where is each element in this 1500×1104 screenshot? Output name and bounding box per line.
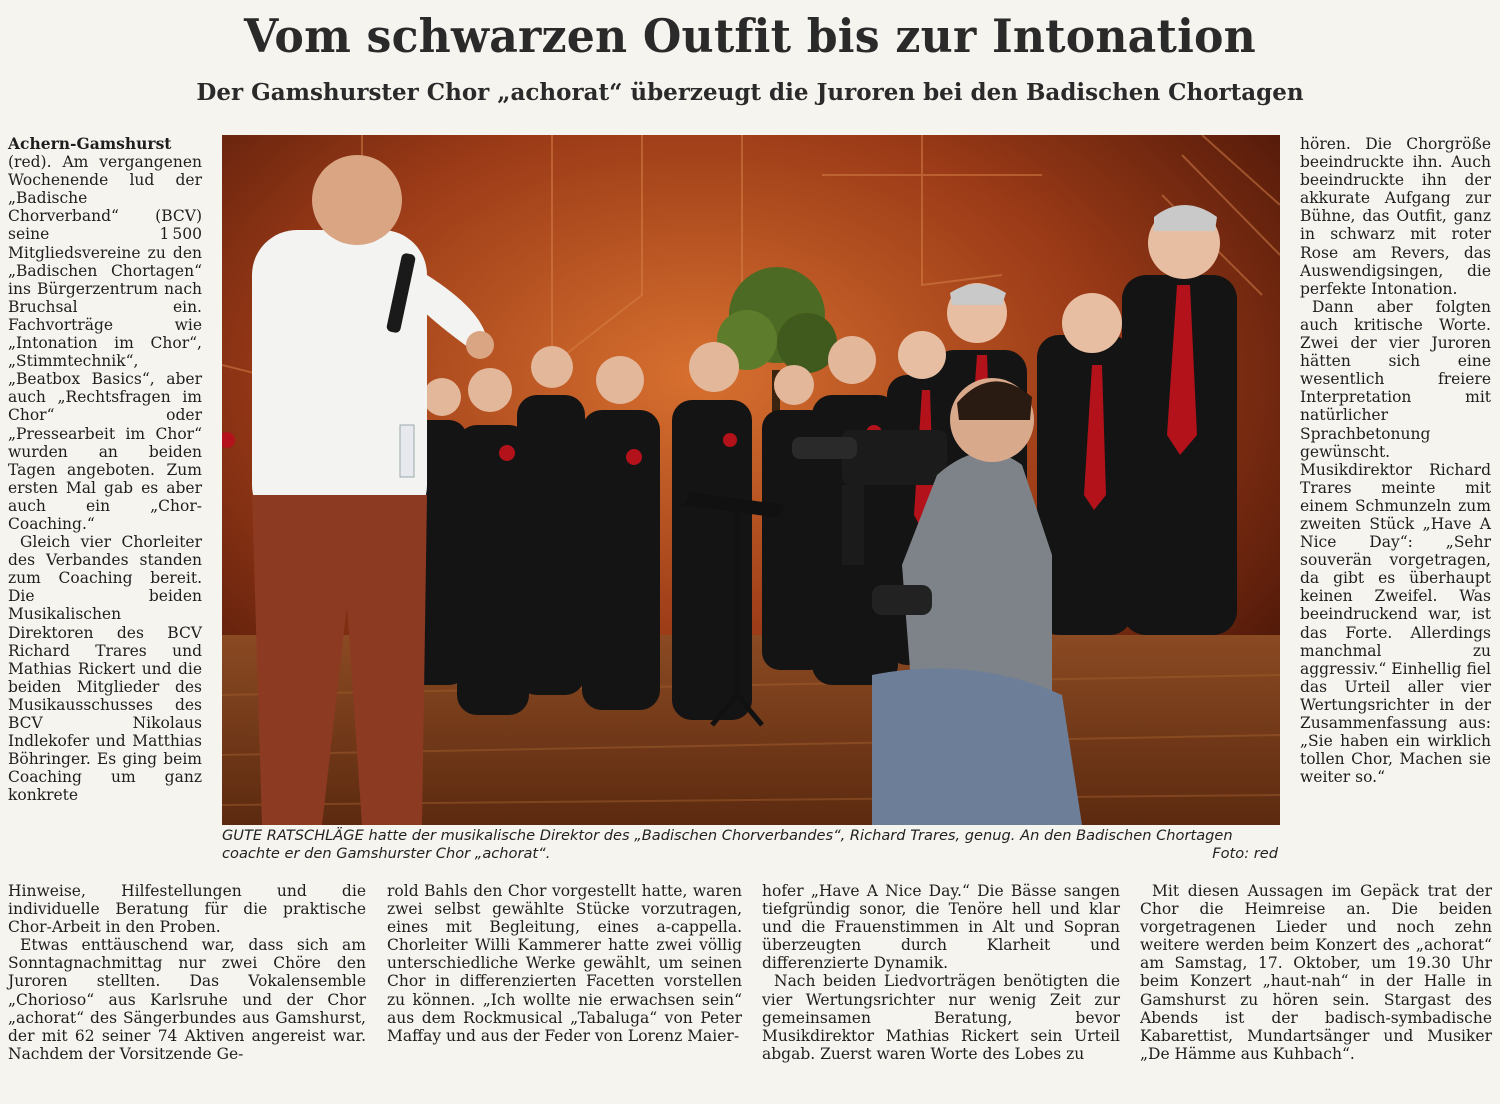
choir-photo [222,135,1280,825]
bottom-column-2 [387,882,742,1045]
paragraph: hofer „Have A Nice Day.“ Die Bässe sangen tiefgründig sonor, die Tenöre hell und klar und die Frauenstimmen in Alt und Sopran überzeugten durch Klarheit und differenzierte Dynamik. [762,882,1120,973]
subheadline: Der Gamshurster Chor „achorat“ überzeugt die Juroren bei den Badischen Chortagen [196,79,1304,106]
paragraph: Dann aber folgten auch kritische Worte. Zwei der vier Juroren hätten sich eine wesentlich freiere Interpretation mit natürlicher Sprachbetonung gewünscht. Musikdirektor Richard Trares meinte mit einem Schmunzeln zum zweiten Stück „Have A Nice Day“: „Sehr souverän vorgetragen, da gibt es überhaupt keinen Zweifel. Was beeindruckend war, ist das Forte. Allerdings manchmal zu aggressiv.“ Einhellig fiel das Urteil aller vier Wertungsrichter in der Zusammenfassung aus: „Sie haben ein wirklich tollen Chor, Machen sie weiter so.“ [1300,297,1491,787]
paragraph: Etwas enttäuschend war, dass sich am Sonntagnachmittag nur zwei Chöre den Juroren stellten. Das Vokalensemble „Chorioso“ aus Karlsruhe und der Chor „achorat“ des Sängerbundes aus Gamshurst, der mit 62 seiner 74 Aktiven angereist war. Nachdem der Vorsitzende Ge- [8,936,366,1063]
paragraph: Mit diesen Aussagen im Gepäck trat der Chor die Heimreise an. Die beiden vorgetragenen Lieder und noch zehn weitere werden beim Konzert des „achorat“ am Samstag, 17. Oktober, um 19.30 Uhr beim Konzert „haut-nah“ in der Halle in Gamshurst zu hören sein. Stargast des Abends ist der badisch-symbadische Kabarettist, Mundartsänger und Musiker „De Hämme aus Kuhbach“. [1140,882,1492,1063]
dateline: Achern-Gamshurst [8,134,172,153]
paragraph: (red). Am vergangenen Wochenende lud der „Badische Chorverband“ (BCV) seine 1 500 Mitgliedsvereine zu den „Badischen Chortagen“ ins Bürgerzentrum nach Bruchsal ein. Fachvorträge wie „Intonation im Chor“, „Stimmtechnik“, „Beatbox Basics“, aber auch „Rechtsfragen im Chor“ oder „Pressearbeit im Chor“ wurden an beiden Tagen angeboten. Zum ersten Mal gab es aber auch ein „Chor-Coaching.“ [8,153,202,533]
caption-text: GUTE RATSCHLÄGE hatte der musikalische Direktor des „Badischen Chorverbandes“, Richard Trares, genug. An den Badischen Chortagen coachte er den Gamshurster Chor „achorat“. [222,827,1233,862]
bottom-column-1 [8,882,366,1063]
paragraph: hören. Die Chorgröße beeindruckte ihn. Auch beeindruckte ihn der akkurate Aufgang zur Bühne, das Outfit, ganz in schwarz mit roter Rose am Revers, das Auswendigsingen, die perfekte Intonation. [1300,135,1491,298]
right-column [1300,135,1491,786]
paragraph: Gleich vier Chorleiter des Verbandes standen zum Coaching bereit. Die beiden Musikalischen Direktoren des BCV Richard Trares und Mathias Rickert und die beiden Mitglieder des Musikausschusses des BCV Nikolaus Indlekofer und Matthias Böhringer. Es ging beim Coaching um ganz konkrete [8,533,202,805]
photo-credit: Foto: red [1212,845,1278,862]
paragraph: Nach beiden Liedvorträgen benötigten die vier Wertungsrichter nur wenig Zeit zur gemeinsamen Beratung, bevor Musikdirektor Mathias Rickert sein Urteil abgab. Zuerst waren Worte des Lobes zu [762,972,1120,1063]
photo-caption [222,827,1280,863]
bottom-column-4 [1140,882,1492,1063]
headline: Vom schwarzen Outfit bis zur Intonation [244,9,1256,63]
choir-photo-illustration [222,135,1280,825]
paragraph: Hinweise, Hilfestellungen und die individuelle Beratung für die praktische Chor-Arbeit in den Proben. [8,882,366,937]
paragraph: rold Bahls den Chor vorgestellt hatte, waren zwei selbst gewählte Stücke vorzutragen, eines mit Begleitung, eines a-cappella. Chorleiter Willi Kammerer hatte zwei völlig unterschiedliche Werke gewählt, um seinen Chor in differenzierten Facetten vorstellen zu können. „Ich wollte nie erwachsen sein“ aus dem Rockmusical „Tabaluga“ von Peter Maffay und aus der Feder von Lorenz Maier- [387,882,742,1045]
left-column [8,135,202,804]
bottom-column-3 [762,882,1120,1063]
